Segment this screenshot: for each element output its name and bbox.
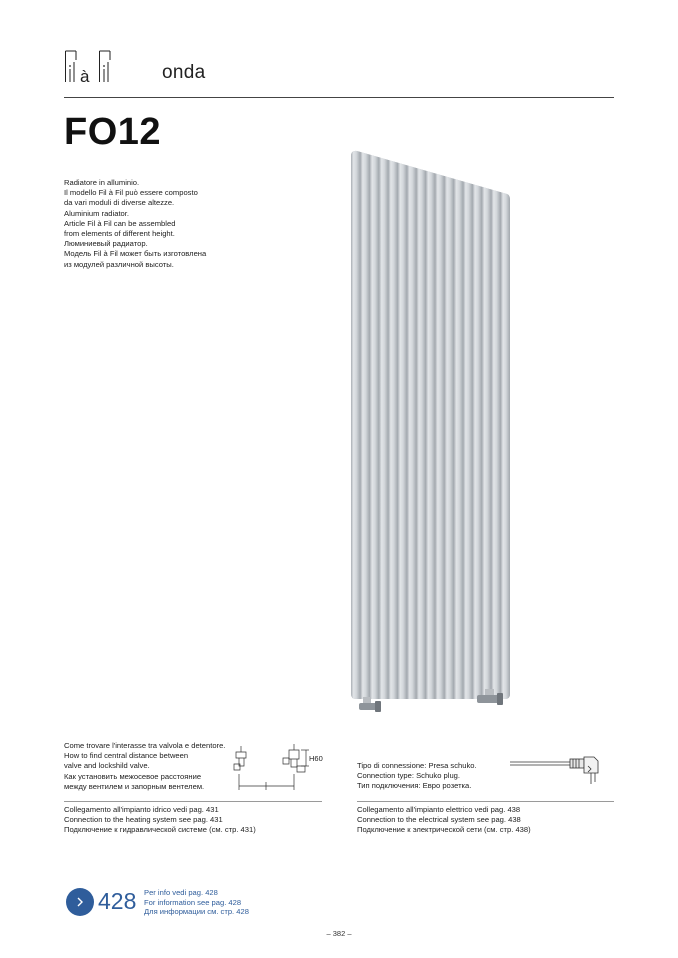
- electric-line: Подключение к электрической сети (см. стр. 438): [357, 825, 531, 835]
- hydraulic-connection: [64, 805, 256, 836]
- valve-instructions: [64, 741, 225, 792]
- valve-left: [359, 697, 381, 712]
- chevron-right-icon: [74, 896, 86, 908]
- radiator-tube: [379, 148, 389, 708]
- info-line: Для информации см. стр. 428: [144, 907, 249, 917]
- radiator-tube: [370, 148, 380, 708]
- description-line: Il modello Fil à Fil può essere composto: [64, 188, 198, 198]
- radiator-tube: [426, 148, 436, 708]
- info-line: Per info vedi pag. 428: [144, 888, 218, 897]
- valve-line: Как установить межосевое расстояние: [64, 771, 202, 781]
- valve-line: Come trovare l'interasse tra valvola e detentore.: [64, 741, 226, 750]
- divider-left: [64, 801, 322, 802]
- radiator-tube: [351, 148, 361, 708]
- electric-line: Connection to the electrical system see pag. 438: [357, 815, 521, 825]
- electric-connection: [357, 805, 531, 836]
- radiator-tube: [501, 148, 511, 708]
- description-line: Модель Fil à Fil может быть изготовлена: [64, 249, 207, 259]
- svg-text:à: à: [80, 67, 90, 84]
- fil-a-fil-logo: [64, 48, 160, 84]
- radiator-tube: [398, 148, 408, 708]
- radiator-tube: [473, 148, 483, 708]
- header-divider: [64, 97, 614, 98]
- valve-line: valve and lockshild valve.: [64, 761, 150, 771]
- radiator-tube: [388, 148, 398, 708]
- schuko-plug-icon: [510, 752, 614, 792]
- connection-line: Tipo di connessione: Presa schuko.: [357, 761, 477, 770]
- radiator-tube: [491, 148, 501, 708]
- product-description: [64, 178, 264, 270]
- info-page-number[interactable]: 428: [98, 888, 137, 914]
- page-number: – 382 –: [326, 929, 352, 938]
- series-name: onda: [162, 62, 206, 83]
- connection-line: Connection type: Schuko plug.: [357, 771, 461, 781]
- divider-right: [357, 801, 614, 802]
- electric-line: Collegamento all'impianto elettrico vedi pag. 438: [357, 805, 521, 814]
- valve-distance-diagram: [231, 744, 331, 800]
- radiator-tube: [445, 148, 455, 708]
- radiator-tube: [482, 148, 492, 708]
- description-line: from elements of different height.: [64, 229, 175, 239]
- connection-type: [357, 761, 477, 792]
- radiator-tube: [360, 148, 370, 708]
- hydraulic-line: Connection to the heating system see pag. 431: [64, 815, 223, 825]
- info-page-button[interactable]: [66, 888, 94, 916]
- valve-line: How to find central distance between: [64, 751, 189, 761]
- description-line: из модулей различной высоты.: [64, 259, 174, 269]
- h60-label: H60: [309, 754, 323, 763]
- product-code: FO12: [64, 111, 162, 153]
- radiator-tube: [435, 148, 445, 708]
- description-line: Article Fil à Fil can be assembled: [64, 218, 176, 228]
- description-line: da vari moduli di diverse altezze.: [64, 198, 175, 208]
- description-line: Люминиевый радиатор.: [64, 239, 148, 249]
- valve-line: между вентилем и запорным вентелем.: [64, 781, 205, 791]
- radiator-image: [349, 148, 519, 718]
- description-line: Aluminium radiator.: [64, 208, 129, 218]
- info-line: For information see pag. 428: [144, 897, 242, 907]
- hydraulic-line: Collegamento all'impianto idrico vedi pag. 431: [64, 805, 219, 814]
- info-reference: [144, 888, 249, 917]
- radiator-tube: [416, 148, 426, 708]
- radiator-tube: [454, 148, 464, 708]
- description-line: Radiatore in alluminio.: [64, 178, 140, 187]
- radiator-tube: [463, 148, 473, 708]
- brand-logo: [64, 48, 205, 84]
- radiator-tube: [407, 148, 417, 708]
- hydraulic-line: Подключение к гидравлической системе (см. стр. 431): [64, 825, 256, 835]
- connection-line: Тип подключения: Евро розетка.: [357, 781, 472, 791]
